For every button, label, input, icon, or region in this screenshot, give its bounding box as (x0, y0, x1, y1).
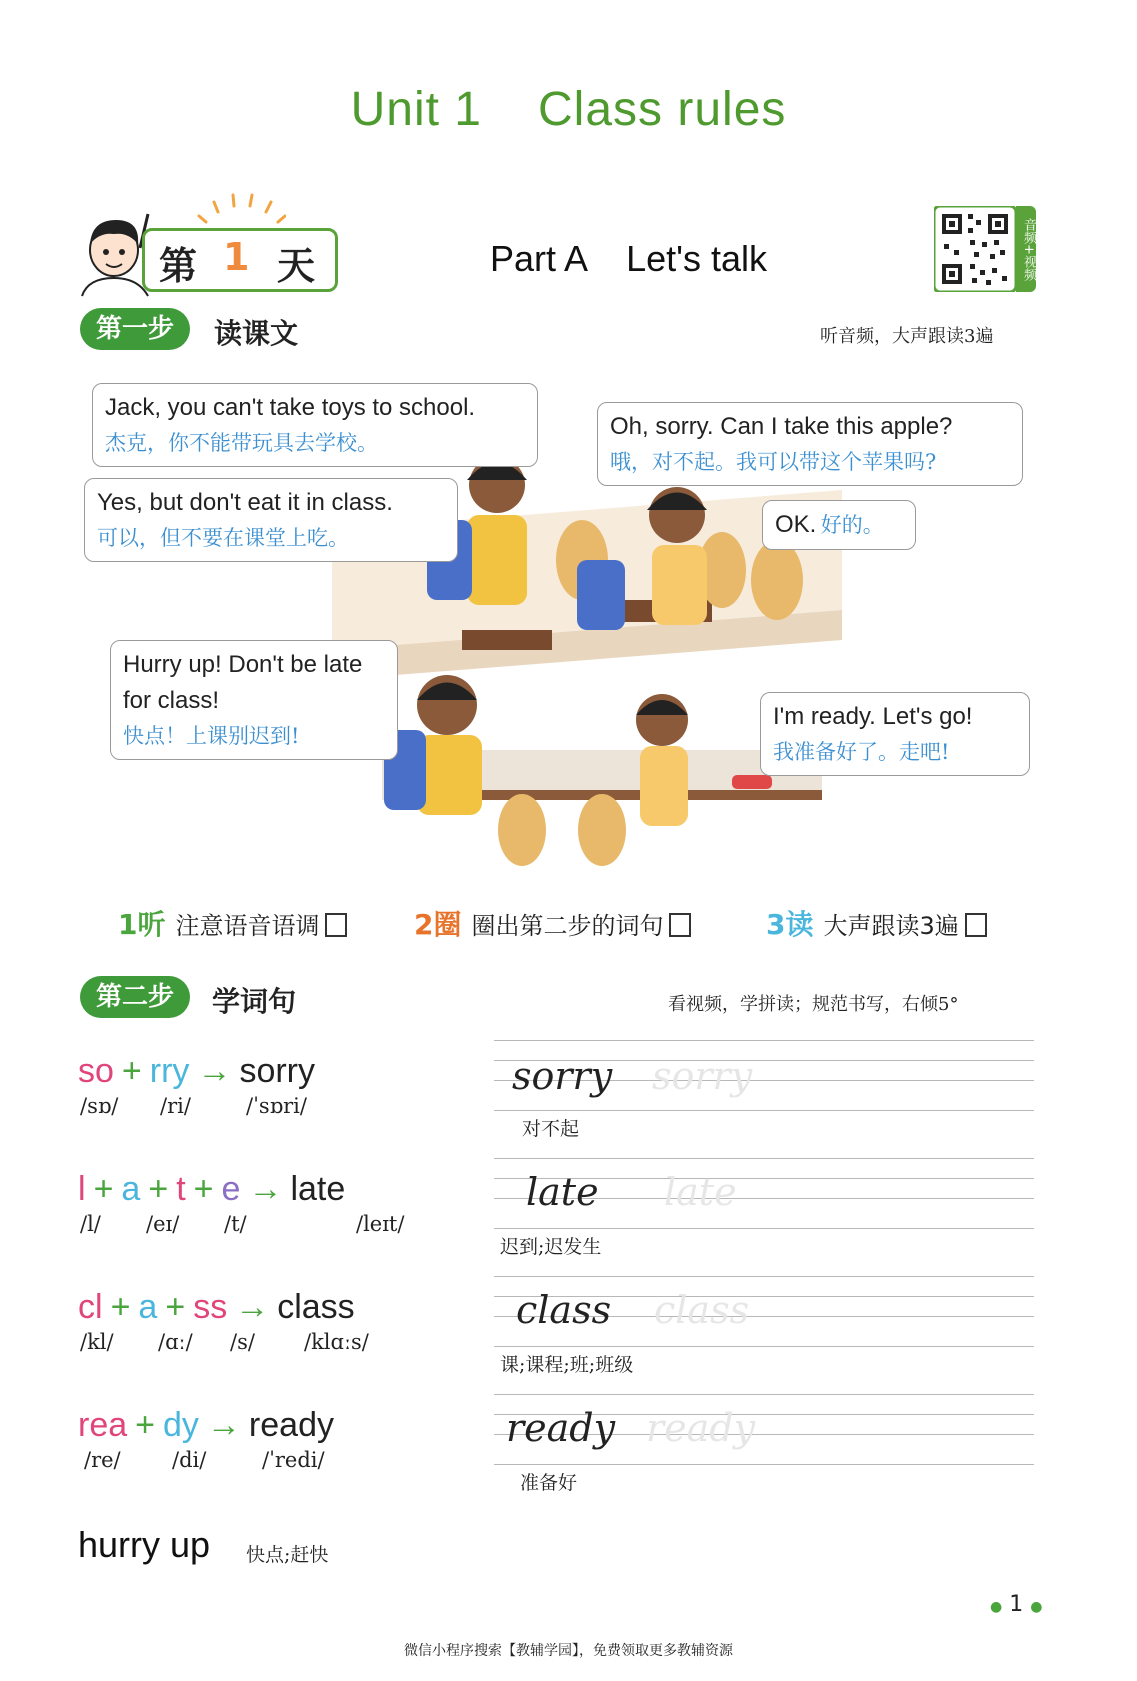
task-read (766, 903, 987, 943)
task-3-checkbox[interactable] (965, 913, 987, 937)
trace-late: late (664, 1170, 737, 1214)
bubble-1-english: Jack, you can't take toys to school. (105, 394, 476, 421)
vocab-1-phon-2: /t/ (224, 1212, 247, 1236)
vocab-2-word: class (277, 1288, 355, 1326)
vocab-1-part-1: a (121, 1170, 141, 1208)
bubble-2-english: Oh, sorry. Can I take this apple? (610, 413, 953, 440)
dot-icon: ● (990, 1599, 1003, 1615)
vocab-2-phon-0: /kl/ (80, 1330, 114, 1354)
bubble-5-chinese: 快点！上课别迟到! (123, 724, 300, 748)
handwritten-sorry: sorry (512, 1054, 613, 1098)
part-lesson: Let's talk (626, 238, 768, 279)
meaning-class: 课;课程;班;班级 (500, 1354, 634, 1376)
qr-label: 音频+视频 (1016, 206, 1036, 292)
vocab-2-phon-1: /ɑː/ (158, 1330, 193, 1354)
step2-note: 看视频，学拼读；规范书写，右倾5° (668, 994, 959, 1015)
trace-ready: ready (646, 1406, 756, 1450)
vocab-1-phon-1: /eɪ/ (146, 1212, 180, 1236)
part-name: Part A (490, 238, 589, 279)
bubble-1-chinese: 杰克，你不能带玩具去学校。 (105, 431, 378, 455)
unit-name: Class rules (537, 83, 787, 136)
day-prefix: 第 (159, 244, 198, 288)
vocab-1-part-3: e (221, 1170, 241, 1208)
trace-class: class (654, 1288, 750, 1332)
vocab-1-phon-word: /leɪt/ (356, 1212, 405, 1236)
task-listen (118, 903, 347, 943)
handwritten-late: late (526, 1170, 599, 1214)
bubble-6-chinese: 我准备好了。走吧! (773, 740, 950, 764)
handwritten-ready: ready (506, 1406, 616, 1450)
plus-icon: + (165, 1288, 186, 1326)
plus-icon: + (93, 1170, 114, 1208)
vocab-late (78, 1170, 345, 1209)
speech-bubble-4 (762, 500, 916, 550)
phrase-meaning: 快点;赶快 (246, 1544, 329, 1566)
vocab-1-word: late (290, 1170, 346, 1208)
part-title (490, 238, 805, 280)
task-2-text: 圈出第二步的词句 (471, 912, 664, 940)
vocab-3-word: ready (248, 1406, 334, 1444)
vocab-0-phon-1: /ri/ (160, 1094, 191, 1118)
task-1-checkbox[interactable] (325, 913, 347, 937)
vocab-1-part-0: l (78, 1170, 86, 1208)
page-number-text: 1 (1009, 1592, 1024, 1617)
bubble-2-chinese: 哦，对不起。我可以带这个苹果吗? (610, 450, 937, 474)
vocab-0-phon-0: /sɒ/ (80, 1094, 119, 1118)
bubble-6-english: I'm ready. Let's go! (773, 703, 973, 730)
vocab-sorry (78, 1052, 315, 1091)
page-number (990, 1592, 1042, 1617)
speech-bubble-5 (110, 640, 398, 760)
bubble-4-english: OK. (775, 511, 817, 538)
arrow-icon: → (197, 1052, 232, 1090)
day-suffix: 天 (277, 244, 316, 288)
qr-code-icon (934, 206, 1016, 292)
bubble-3-chinese: 可以，但不要在课堂上吃。 (97, 526, 349, 550)
step2-pill: 第二步 (80, 976, 190, 1018)
day-badge (142, 228, 338, 292)
vocab-3-phon-word: /ˈredi/ (262, 1448, 325, 1472)
bubble-3-english: Yes, but don't eat it in class. (97, 489, 393, 516)
plus-icon: + (121, 1052, 142, 1090)
vocab-1-part-2: t (176, 1170, 186, 1208)
speech-bubble-6 (760, 692, 1030, 776)
bubble-4-chinese: 好的。 (820, 513, 884, 537)
arrow-icon: → (248, 1170, 283, 1208)
task-1-number: 1听 (118, 908, 166, 941)
speech-bubble-2 (597, 402, 1023, 486)
vocab-3-part-0: rea (78, 1406, 128, 1444)
handwritten-class: class (516, 1288, 612, 1332)
step1-note: 听音频，大声跟读3遍 (820, 326, 994, 347)
task-2-number: 2圈 (414, 908, 462, 941)
bubble-5-english-line2: for class! (123, 687, 220, 714)
vocab-2-part-1: a (138, 1288, 158, 1326)
vocab-0-word: sorry (239, 1052, 315, 1090)
trace-sorry: sorry (652, 1054, 753, 1098)
dot-icon: ● (1030, 1599, 1043, 1615)
vocab-0-phon-word: /ˈsɒri/ (246, 1094, 307, 1118)
bubble-5-english-line1: Hurry up! Don't be late (123, 651, 363, 678)
speech-bubble-3 (84, 478, 458, 562)
vocab-class (78, 1288, 355, 1327)
qr-code[interactable] (934, 206, 1038, 292)
plus-icon: + (193, 1170, 214, 1208)
vocab-0-part-0: so (78, 1052, 114, 1090)
plus-icon: + (135, 1406, 155, 1444)
vocab-2-phon-2: /s/ (230, 1330, 255, 1354)
sun-rays-icon (196, 192, 286, 228)
step1-pill: 第一步 (80, 308, 190, 350)
vocab-ready (78, 1406, 334, 1445)
arrow-icon: → (235, 1288, 270, 1326)
task-3-number: 3读 (766, 908, 814, 941)
meaning-sorry: 对不起 (522, 1118, 580, 1140)
vocab-1-phon-0: /l/ (80, 1212, 101, 1236)
task-circle (414, 903, 691, 943)
vocab-2-part-2: ss (193, 1288, 228, 1326)
phrase-text: hurry up (78, 1524, 211, 1565)
unit-number: Unit 1 (350, 83, 482, 136)
task-2-checkbox[interactable] (669, 913, 691, 937)
vocab-3-phon-1: /di/ (172, 1448, 207, 1472)
meaning-late: 迟到;迟发生 (500, 1236, 602, 1258)
step1-label: 读课文 (214, 317, 299, 350)
speech-bubble-1 (92, 383, 538, 467)
vocab-2-part-0: cl (78, 1288, 103, 1326)
plus-icon: + (148, 1170, 169, 1208)
vocab-2-phon-word: /klɑːs/ (304, 1330, 369, 1354)
day-number: 1 (223, 235, 250, 279)
arrow-icon: → (206, 1406, 241, 1444)
vocab-0-part-1: rry (149, 1052, 190, 1090)
task-3-text: 大声跟读3遍 (823, 912, 959, 940)
unit-title (0, 82, 1137, 137)
step2-label: 学词句 (212, 985, 297, 1018)
vocab-3-part-1: dy (163, 1406, 199, 1444)
task-1-text: 注意语音语调 (175, 912, 320, 940)
footer-note: 微信小程序搜索【教辅学园】，免费领取更多教辅资源 (404, 1643, 733, 1659)
plus-icon: + (110, 1288, 131, 1326)
meaning-ready: 准备好 (520, 1472, 578, 1494)
vocab-3-phon-0: /re/ (84, 1448, 121, 1472)
